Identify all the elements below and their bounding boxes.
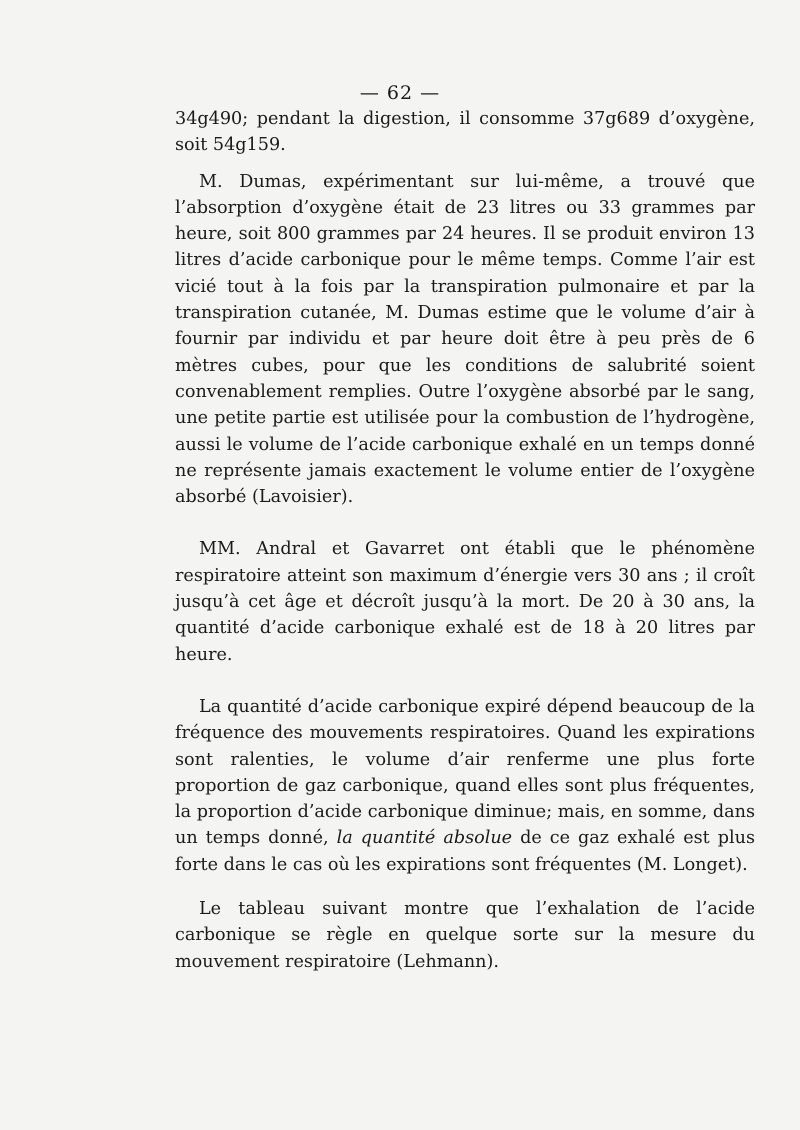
paragraph-continuation: 34g490; pendant la digestion, il consomme 37g689 d’oxygène, soit 54g159.	[175, 109, 755, 156]
paragraph-text-before: La quantité d’acide carbonique expiré dépend beaucoup de la fréquence des mouvements respiratoires. Quand les expirations sont ralenties, le volume d’air renferme une plus forte proportion de gaz carbonique, quand elles sont plus fréquentes, la proportion d’acide carbonique diminue; mais, en somme, dans un temps donné,	[175, 696, 755, 849]
body-text	[175, 106, 755, 975]
paragraph-table-intro: Le tableau suivant montre que l’exhalation de l’acide carbonique se règle en quelque sorte sur la mesure du mouvement respiratoire (Lehmann).	[175, 899, 755, 972]
paragraph-text-after: de ce gaz exhalé est plus forte dans le cas où les expirations sont fréquentes (M. Longet).	[175, 828, 755, 875]
emphasis-quantite-absolue: la quantité absolue	[336, 828, 513, 849]
page-number: — 62 —	[359, 82, 441, 104]
paragraph-dumas: M. Dumas, expérimentant sur lui-même, a trouvé que l’absorption d’oxygène était de 23 litres ou 33 grammes par heure, soit 800 grammes par 24 heures. Il se produit environ 13 litres d’acide carbonique pour le même temps. Comme l’air est vicié tout à la fois par la transpiration pulmonaire et par la transpiration cutanée, M. Dumas estime que le volume d’air à fournir par individu et par heure doit être à peu près de 6 mètres cubes, pour que les conditions de salubrité soient convenablement remplies. Outre l’oxygène absorbé par le sang, une petite partie est utilisée pour la combustion de l’hydrogène, aussi le volume de l’acide carbonique exhalé en un temps donné ne représente jamais exactement le volume entier de l’oxygène absorbé (Lavoisier).	[175, 171, 755, 508]
paragraph-andral-gavarret: MM. Andral et Gavarret ont établi que le phénomène respiratoire atteint son maximum d’énergie vers 30 ans ; il croît jusqu’à cet âge et décroît jusqu’à la mort. De 20 à 30 ans, la quantité d’acide carbonique exhalé est de 18 à 20 litres par heure.	[175, 539, 755, 665]
paragraph-respiratory-frequency	[175, 694, 755, 878]
